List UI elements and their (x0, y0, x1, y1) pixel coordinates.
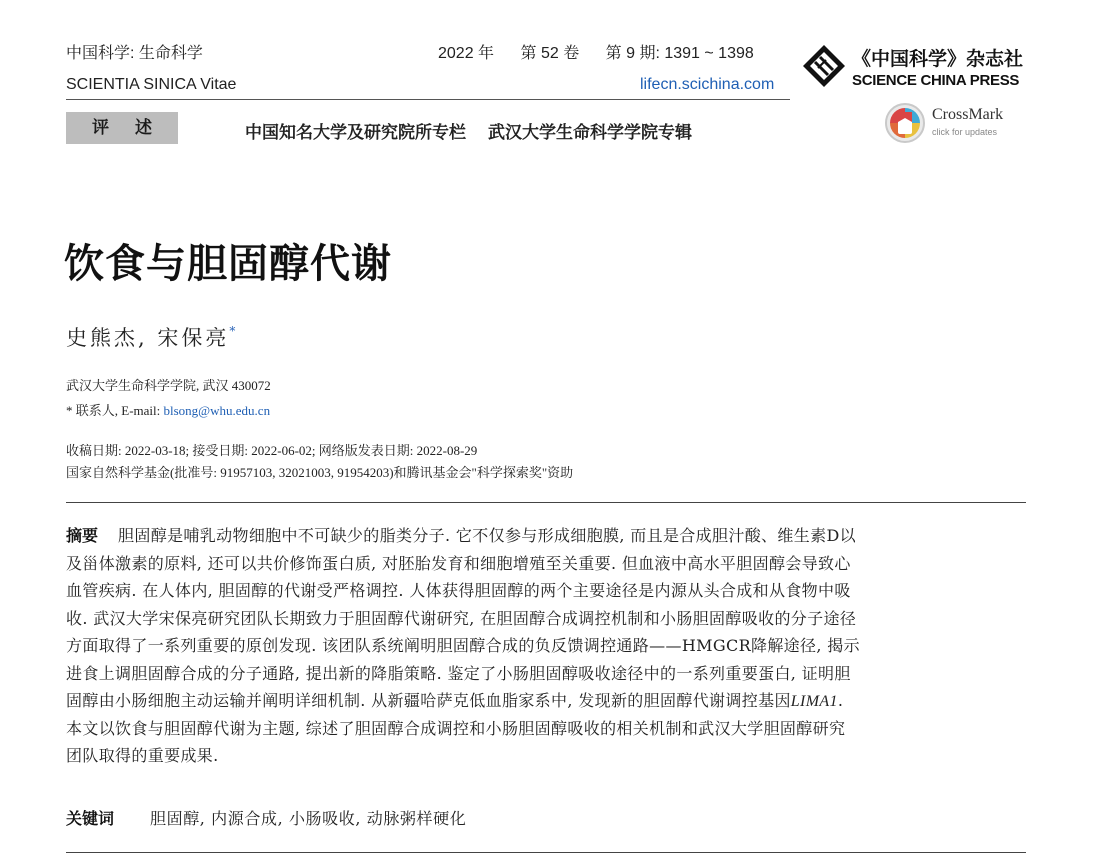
crossmark-subtitle[interactable]: click for updates (932, 127, 998, 137)
article-category-badge: 评 述 (66, 112, 178, 144)
column-title-part2: 武汉大学生命科学学院专辑 (488, 123, 692, 143)
funding-info: 国家自然科学基金(批准号: 91957103, 32021003, 91954203)和腾讯基金会"科学探索奖"资助 (66, 465, 574, 480)
author-names: 史熊杰, 宋保亮 (66, 326, 230, 350)
article-title: 饮食与胆固醇代谢 (64, 240, 392, 287)
article-dates: 收稿日期: 2022-03-18; 接受日期: 2022-06-02; 网络版发表日期: 2022-08-29 (66, 443, 478, 458)
column-title-part1: 中国知名大学及研究院所专栏 (245, 123, 466, 143)
journal-name-latin: SCIENTIA SINICA Vitae (66, 76, 237, 93)
abstract-line (66, 522, 1032, 550)
abstract-block (66, 522, 1032, 770)
abstract-line: 血管疾病. 在人体内, 胆固醇的代谢受严格调控. 人体获得胆固醇的两个主要途径是内源从头合成和从食物中吸 (66, 581, 851, 600)
journal-name-cn: 中国科学: 生命科学 (66, 45, 203, 62)
abstract-line: 收. 武汉大学宋保亮研究团队长期致力于胆固醇代谢研究, 在胆固醇合成调控机制和小肠胆固醇吸收的分子途径 (66, 608, 857, 628)
crossmark-link[interactable]: CrossMark (932, 106, 1004, 123)
column-title (245, 118, 692, 143)
keywords-values: 胆固醇, 内源合成, 小肠吸收, 动脉粥样硬化 (150, 809, 467, 828)
issue-year: 2022 年 (438, 45, 495, 62)
abstract-line (66, 687, 1032, 715)
gene-name: LIMA1 (790, 693, 838, 710)
journal-url-link[interactable]: lifecn.scichina.com (640, 76, 775, 93)
issue-pages: 第 9 期: 1391 ~ 1398 (605, 45, 754, 62)
keywords-bottom-divider (66, 852, 1026, 853)
crossmark-icon[interactable] (884, 102, 926, 144)
header-divider (66, 99, 790, 100)
abstract-label: 摘要 (66, 526, 99, 545)
article-authors (66, 322, 235, 352)
contact-label: * 联系人, E-mail: (66, 403, 164, 418)
publisher-name-cn: 《中国科学》杂志社 (852, 48, 1024, 70)
issue-volume: 第 52 卷 (520, 45, 580, 62)
abstract-line: 本文以饮食与胆固醇代谢为主题, 综述了胆固醇合成调控和小肠胆固醇吸收的相关机制和武汉大学胆固醇研究 (66, 718, 846, 738)
contact-email-link[interactable]: blsong@whu.edu.cn (163, 403, 271, 418)
abstract-text: 胆固醇是哺乳动物细胞中不可缺少的脂类分子. 它不仅参与形成细胞膜, 而且是合成胆汁酸、维生素D以 (118, 526, 856, 545)
gene-suffix: . (837, 691, 844, 710)
abstract-line: 进食上调胆固醇合成的分子通路, 提出新的降脂策略. 鉴定了小肠胆固醇吸收途径中的一系列重要蛋白, 证明胆 (66, 663, 851, 683)
contact-info (66, 400, 270, 419)
abstract-line: 团队取得的重要成果. (66, 746, 219, 765)
corresponding-author-mark: * (229, 324, 236, 338)
keywords-label: 关键词 (66, 809, 115, 828)
abstract-text: 固醇由小肠细胞主动运输并阐明详细机制. 从新疆哈萨克低血脂家系中, 发现新的胆固醇代谢调控基因 (66, 691, 791, 710)
abstract-top-divider (66, 502, 1026, 503)
publisher-name-en: SCIENCE CHINA PRESS (852, 72, 1020, 89)
abstract-line: 方面取得了一系列重要的原创发现. 该团队系统阐明胆固醇合成的负反馈调控通路——HMGCR降解途径, 揭示 (66, 636, 860, 655)
science-china-press-logo-icon (802, 44, 846, 88)
author-affiliation: 武汉大学生命科学学院, 武汉 430072 (66, 378, 271, 393)
issue-info (438, 40, 754, 63)
abstract-line: 及甾体激素的原料, 还可以共价修饰蛋白质, 对胚胎发育和细胞增殖至关重要. 但血液中高水平胆固醇会导致心 (66, 553, 851, 573)
